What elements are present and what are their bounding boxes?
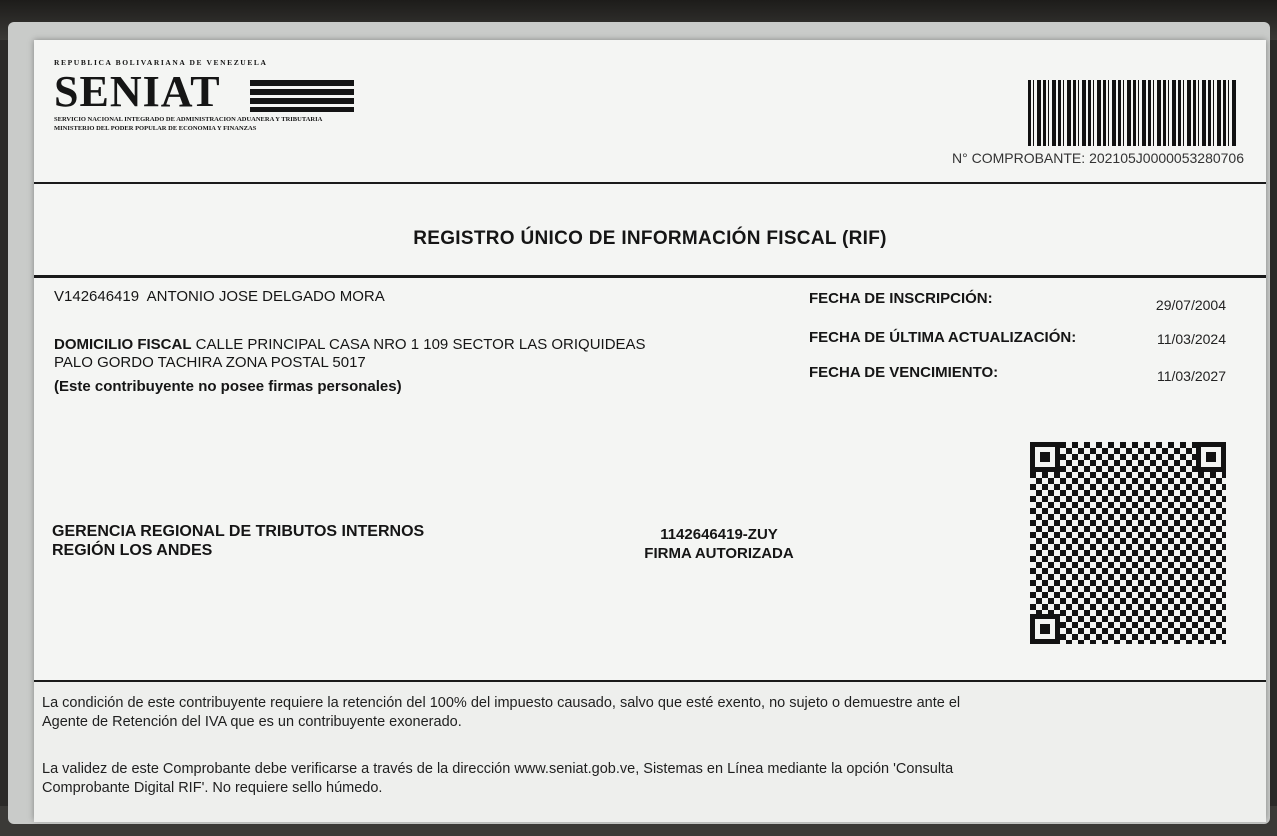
taxpayer-id-line [54, 288, 385, 305]
document-title: REGISTRO ÚNICO DE INFORMACIÓN FISCAL (RIF) [413, 228, 887, 249]
logo-stripes-graphic [250, 80, 354, 112]
retention-notice [42, 694, 1257, 732]
domicilio-line-1: CALLE PRINCIPAL CASA NRO 1 109 SECTOR LAS ORIQUIDEAS [195, 336, 646, 353]
logo-wordmark: SENIAT [54, 67, 221, 116]
comprobante-number [952, 150, 1244, 166]
vencimiento-value: 11/03/2027 [1156, 368, 1226, 384]
vencimiento-label: FECHA DE VENCIMIENTO: [809, 364, 999, 381]
domicilio-label: DOMICILIO FISCAL [54, 336, 192, 353]
authorized-signature [594, 525, 844, 563]
inscripcion-value: 29/07/2004 [1155, 297, 1226, 313]
signature-label: FIRMA AUTORIZADA [644, 545, 794, 562]
signature-note: (Este contribuyente no posee firmas personales) [54, 378, 402, 395]
header-divider [34, 182, 1266, 184]
domicilio-fiscal [54, 336, 814, 372]
validity-line-2: Comprobante Digital RIF'. No requiere sello húmedo. [42, 780, 383, 796]
signature-code: 1142646419-ZUY [660, 526, 778, 543]
qr-code [1030, 442, 1226, 644]
logo-republic-text: REPUBLICA BOLIVARIANA DE VENEZUELA [54, 58, 268, 67]
retention-line-1: La condición de este contribuyente requiere la retención del 100% del impuesto causado, salvo que esté exento, no sujeto o demuestre ante el [42, 695, 961, 711]
taxpayer-name: ANTONIO JOSE DELGADO MORA [146, 288, 385, 305]
validity-notice [42, 760, 1257, 798]
comprobante-value: 202105J0000053280706 [1089, 150, 1244, 166]
title-divider [34, 275, 1266, 278]
validity-line-1: La validez de este Comprobante debe verificarse a través de la dirección www.seniat.gob.ve, Sistemas en Línea mediante la opción 'Consulta [42, 761, 954, 777]
footer-notice [34, 680, 1266, 822]
rif-number: V142646419 [54, 288, 140, 305]
seniat-logo [54, 54, 364, 164]
rif-card [34, 40, 1266, 820]
retention-line-2: Agente de Retención del IVA que es un contribuyente exonerado. [42, 714, 462, 730]
comprobante-label: N° COMPROBANTE: [952, 150, 1086, 166]
office-line-1: GERENCIA REGIONAL DE TRIBUTOS INTERNOS [52, 523, 425, 540]
qr-finder-bottom-left [1030, 614, 1060, 644]
inscripcion-label: FECHA DE INSCRIPCIÓN: [809, 290, 993, 307]
domicilio-line-2: PALO GORDO TACHIRA ZONA POSTAL 5017 [54, 354, 366, 371]
logo-subline-1: SERVICIO NACIONAL INTEGRADO DE ADMINISTRACION ADUANERA Y TRIBUTARIA [54, 116, 323, 123]
actualizacion-value: 11/03/2024 [1156, 331, 1226, 347]
office-line-2: REGIÓN LOS ANDES [52, 542, 213, 559]
actualizacion-label: FECHA DE ÚLTIMA ACTUALIZACIÓN: [809, 329, 1077, 346]
qr-finder-top-right [1196, 442, 1226, 472]
logo-subline-2: MINISTERIO DEL PODER POPULAR DE ECONOMIA Y FINANZAS [54, 125, 257, 132]
qr-finder-top-left [1030, 442, 1060, 472]
regional-office [52, 522, 424, 560]
barcode [1028, 80, 1238, 146]
